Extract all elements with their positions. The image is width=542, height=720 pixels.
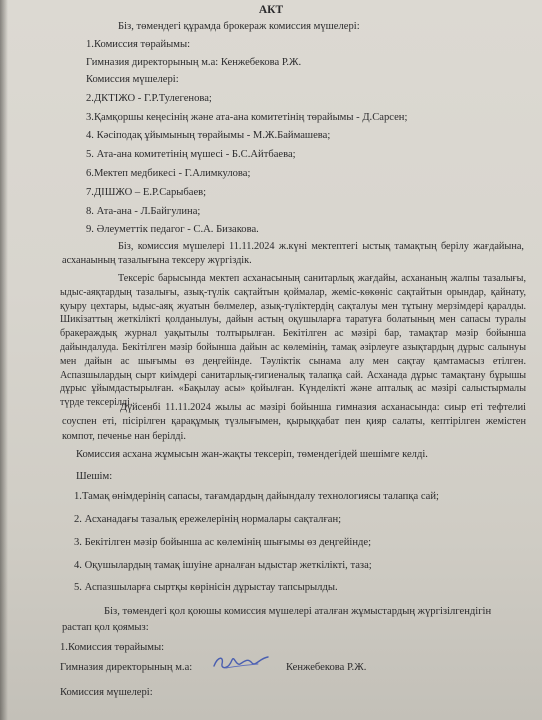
- member-item: 8. Ата-ана - Л.Байгулина;: [86, 206, 201, 217]
- member-item: 4. Кәсіподақ ұйымының төрайымы - М.Ж.Баймашева;: [86, 130, 331, 141]
- member-item: 2.ДКТІЖО - Г.Р.Тулегенова;: [86, 93, 212, 104]
- paragraph-conclusion: Комиссия асхана жұмысын жан-жақты тексеріп, төмендегідей шешімге келді.: [76, 449, 428, 460]
- members-heading: Комиссия мүшелері:: [86, 74, 179, 85]
- sign-members-heading: Комиссия мүшелері:: [60, 687, 153, 698]
- decision-item: 5. Аспазшыларға сыртқы көрінісін дұрыстау тапсырылды.: [74, 582, 338, 593]
- sign-chair-heading: 1.Комиссия төрайымы:: [60, 642, 165, 653]
- member-item: 5. Ата-ана комитетінің мүшесі - Б.С.Айтбаева;: [86, 149, 296, 160]
- decision-item: 4. Оқушылардың тамақ ішуіне арналған ыдыстар жеткілікті, таза;: [74, 560, 372, 571]
- closing-line: Біз, төмендегі қол қоюшы комиссия мүшелері аталған жұмыстардың жүргізілгендігін: [104, 606, 492, 617]
- decision-item: 1.Тамақ өнімдерінің сапасы, тағамдардың дайындалу технологиясы талапқа сай;: [74, 491, 439, 502]
- chair-heading: 1.Комиссия төрайымы:: [86, 39, 191, 50]
- decision-item: 3. Бекітілген мәзір бойынша ас көлемінің шығымы өз деңгейінде;: [74, 537, 372, 548]
- paragraph-inspection-details: Тексеріс барысында мектеп асханасының санитарлық жағдайы, асхананың жалпы тазалығы, ыдыс-аяқтардың тазалығы, азық-түлік сақтайтын қоймалар, жеміс-көкөніс сақтайтын орындар, қайнату, қуыру цехтары, ыдыс-аяқ жуатын бөлмелер, азық-түліктердің сақталуы мен тұтыну мерзімдері қаралды. Шикізаттың жеткілікті қолданылуы, дайын астың оқушыларға таратуға болатының мен сапасы туралы бракераждық журнал уақытылы толтырылған. Бекітілген ас мәзірі бар, тамақтар мәзір бойынша дайындалуда. Бекітілген мәзір бойынша дайын ас көлемінің, тамақ әзірлеуге азықтардың дұрыс салынуы мен дайын ас шығымы өз деңгейінде. Тәуліктік сынама алу мен сақтау қамтамасыз етілген. Аспазшылардың сырт киімдері санитарлық-гигиеналық талапқа сай. Асханада дұрыс тамақтану бұрышы дұрыс ұйымдастырылған. «Бақылау асы» қойылған. Күнделікті және апталық ас мәзірі салыстырмалы түрде тексерілді.: [60, 273, 526, 409]
- member-item: 7.ДІШЖО – Е.Р.Сарыбаев;: [86, 187, 207, 198]
- handwritten-signature: [212, 652, 272, 674]
- sign-director-label: Гимназия директорының м.а:: [60, 662, 193, 673]
- member-item: 9. Әлеуметтік педагог - С.А. Бизакова.: [86, 224, 259, 235]
- intro-line: Біз, төмендегі құрамда брокераж комиссия мүшелері:: [118, 21, 360, 32]
- chair-line: Гимназия директорының м.а: Кенжебекова Р.Ж.: [86, 57, 302, 68]
- paragraph-inspection-date: Біз, комиссия мүшелері 11.11.2024 ж.күні мектептегі ыстық тамақтың берілу жағдайына, асханаының тазалығына тексеру жүргіздік.: [62, 241, 524, 267]
- decision-heading: Шешім:: [76, 471, 113, 482]
- document-title: АКТ: [258, 4, 284, 16]
- page-shadow: [0, 0, 8, 720]
- member-item: 6.Мектеп медбикесі - Г.Алимкулова;: [86, 168, 251, 179]
- paragraph-menu: Дүйсенбі 11.11.2024 жылы ас мәзірі бойынша гимназия асханасында: сиыр еті тефтелиі соуспен еті, пісірілген қарақұмық түзлығымен, қырыққабат пен қияр салаты, кептірілген жемістен компот, печенье нан берілді.: [62, 402, 526, 442]
- sign-director-name: Кенжебекова Р.Ж.: [286, 662, 367, 673]
- decision-item: 2. Асханадағы тазалық ережелерінің нормалары сақталған;: [74, 514, 342, 525]
- member-item: 3.Қамқоршы кеңесінің және ата-ана комитетінің төрайымы - Д.Сарсен;: [86, 112, 408, 123]
- closing-line: растап қол қоямыз:: [62, 622, 149, 633]
